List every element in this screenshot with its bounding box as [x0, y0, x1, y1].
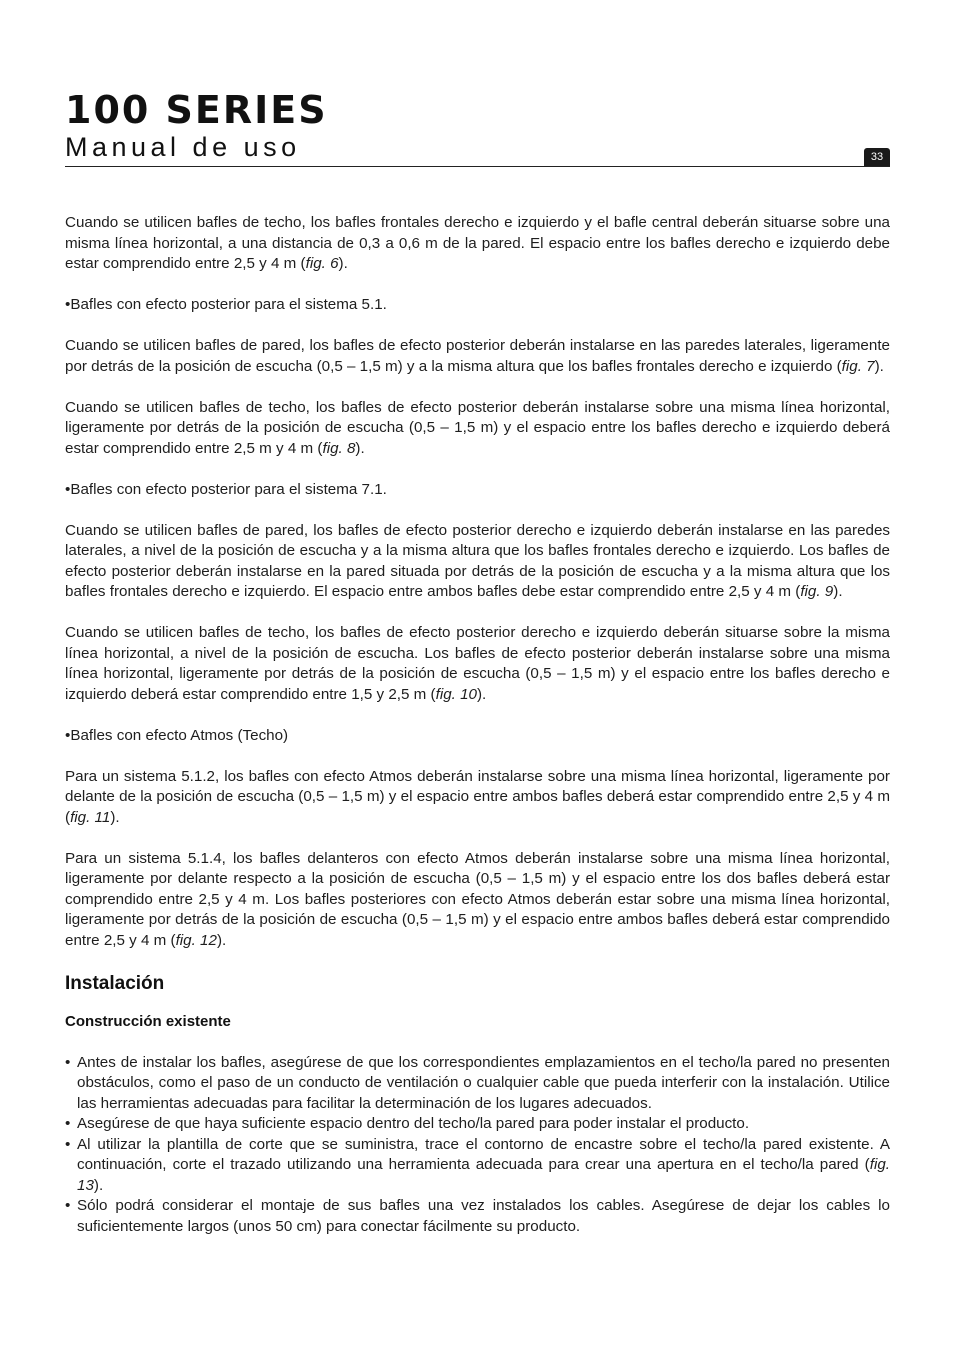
bullet-heading: •Bafles con efecto posterior para el sistema 7.1.: [65, 480, 387, 498]
header-divider: [65, 166, 890, 167]
paragraph: Para un sistema 5.1.2, los bafles con efecto Atmos deberán instalarse sobre una misma línea horizontal, ligeramente por delante de la posición de escucha (0,5 – 1,5 m) y el espacio entre ambos bafles deberá estar comprendido entre 2,5 y 4 m (fig. 11).: [65, 767, 890, 826]
bullet-icon: •: [65, 1053, 71, 1071]
paragraph: Cuando se utilicen bafles de pared, los bafles de efecto posterior derecho e izquierdo deberán instalarse en las paredes laterales, a nivel de la posición de escucha y a la misma altura que los bafles frontales derecho e izquierdo. Los bafles de efecto posterior deberán instalarse en la pared situada por detrás de la posición de escucha y a la misma altura que los bafles frontales derecho e izquierdo. El espacio entre ambos bafles debe estar comprendido entre 2,5 y 4 m (fig. 9).: [65, 521, 890, 600]
bullet-icon: •: [65, 1115, 71, 1132]
paragraph: Cuando se utilicen bafles de techo, los bafles de efecto posterior derecho e izquierdo deberán situarse sobre la misma línea horizontal, a nivel de la posición de escucha. Los bafles de efecto posterior deberán instalarse sobre una misma línea horizontal, ligeramente por detrás de la posición de escucha (0,5 – 1,5 m) y el espacio entre los bafles derecho e izquierdo deberá estar comprendido entre 1,5 y 2,5 m (fig. 10).: [65, 624, 890, 703]
paragraph: Cuando se utilicen bafles de techo, los bafles de efecto posterior deberán instalarse sobre una misma línea horizontal, ligeramente por detrás de la posición de escucha (0,5 – 1,5 m) y el espacio entre los bafles derecho e izquierdo deberá estar comprendido entre 2,5 m y 4 m (fig. 8).: [65, 398, 890, 457]
paragraph: Cuando se utilicen bafles de pared, los bafles de efecto posterior deberán instalarse en las paredes laterales, ligeramente por detrás de la posición de escucha (0,5 – 1,5 m) y a la misma altura que los bafles frontales derecho e izquierdo (fig. 7).: [65, 337, 890, 375]
page-content: [65, 213, 890, 1237]
list-item: • Antes de instalar los bafles, asegúrese de que los correspondientes emplazamientos en el techo/la pared no presenten obstáculos, como el paso de un conducto de ventilación o cualquier cable que pueda interferir con la instalación. Utilice las herramientas adecuadas para facilitar la determinación de los lugares adecuados.: [65, 1053, 890, 1112]
paragraph: Cuando se utilicen bafles de techo, los bafles frontales derecho e izquierdo y el bafle central deberán situarse sobre una misma línea horizontal, a una distancia de 0,3 a 0,6 m de la pared. El espacio entre los bafles derecho e izquierdo debe estar comprendido entre 2,5 y 4 m (fig. 6).: [65, 214, 890, 272]
bullet-heading: •Bafles con efecto posterior para el sistema 5.1.: [65, 296, 387, 313]
bullet-heading: •Bafles con efecto Atmos (Techo): [65, 726, 289, 744]
bullet-icon: •: [65, 1197, 71, 1214]
series-title: 100 SERIES: [65, 88, 328, 132]
list-item: • Al utilizar la plantilla de corte que se suministra, trace el contorno de encastre sobre el techo/la pared existente. A continuación, corte el trazado utilizando una herramienta adecuada para crear una apertura en el techo/la pared (fig. 13).: [65, 1135, 890, 1194]
bullet-icon: •: [65, 1135, 71, 1153]
page-header: [65, 88, 890, 162]
section-heading: Instalación: [65, 972, 165, 994]
installation-list: [65, 1053, 890, 1238]
paragraph: Para un sistema 5.1.4, los bafles delanteros con efecto Atmos deberán instalarse sobre una misma línea horizontal, ligeramente por delante respecto a la posición de escucha (0,5 – 1,5 m) y el espacio entre los dos bafles deberá estar comprendido entre 2,5 y 4 m. Los bafles posteriores con efecto Atmos deberán estar sobre una misma línea horizontal, ligeramente por detrás de la posición de escucha (0,5 – 1,5 m) y el espacio entre ambos bafles deberá estar comprendido entre 2,5 y 4 m (fig. 12).: [65, 849, 890, 949]
list-item: • Sólo podrá considerar el montaje de sus bafles una vez instalados los cables. Asegúrese de dejar los cables lo suficientemente largos (unos 50 cm) para conectar fácilmente su producto.: [65, 1197, 890, 1235]
subsection-heading: Construcción existente: [65, 1012, 231, 1030]
page-number-badge: 33: [864, 148, 890, 166]
manual-subtitle: Manual de uso: [65, 132, 301, 162]
list-item: • Asegúrese de que haya suficiente espacio dentro del techo/la pared para poder instalar el producto.: [65, 1114, 890, 1135]
